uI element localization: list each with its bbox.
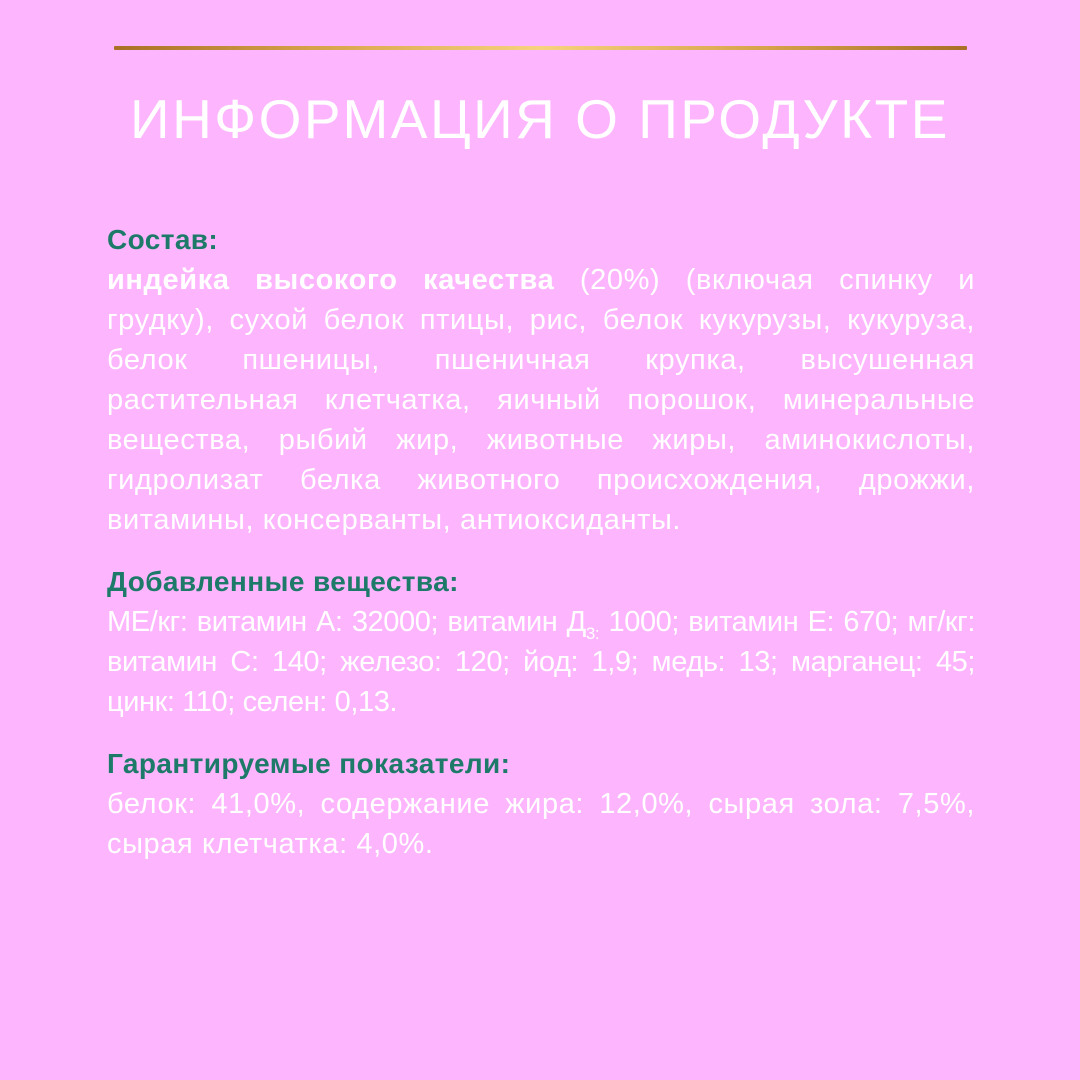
composition-ingredients: (20%) (включая спинку и грудку), сухой белок птицы, рис, белок кукурузы, кукуруза, белок пшеницы, пшеничная крупка, высушенная растительная клетчатка, яичный порошок, минеральные вещества, рыбий жир, животные жиры, аминокислоты, гидролизат белка животного происхождения, дрожжи, витамины, консерванты, антиоксиданты.: [107, 264, 975, 536]
guaranteed-heading: Гарантируемые показатели:: [107, 748, 511, 779]
additives-text-part2: 1000; витамин Е: 670; мг/кг: витамин С: 140; железо: 120; йод: 1,9; медь: 13; марганец: 45; цинк: 110; селен: 0,13.: [107, 606, 975, 718]
gold-divider-line: [114, 46, 967, 50]
page-title: ИНФОРМАЦИЯ О ПРОДУКТЕ: [130, 88, 950, 150]
composition-highlight: индейка высокого качества: [107, 264, 555, 296]
additives-text-part1: МЕ/кг: витамин А: 32000; витамин Д: [107, 606, 586, 638]
composition-heading: Состав:: [107, 224, 219, 255]
guaranteed-text: белок: 41,0%, содержание жира: 12,0%, сырая зола: 7,5%, сырая клетчатка: 4,0%.: [107, 788, 975, 860]
composition-text: [107, 260, 975, 540]
composition-section: [107, 220, 975, 540]
vitamin-d-subscript: 3:: [585, 624, 600, 643]
guaranteed-section: [107, 744, 975, 864]
additives-heading: Добавленные вещества:: [107, 566, 459, 597]
additives-section: [107, 562, 975, 722]
additives-text: [107, 602, 975, 722]
product-info-content: [107, 220, 975, 864]
